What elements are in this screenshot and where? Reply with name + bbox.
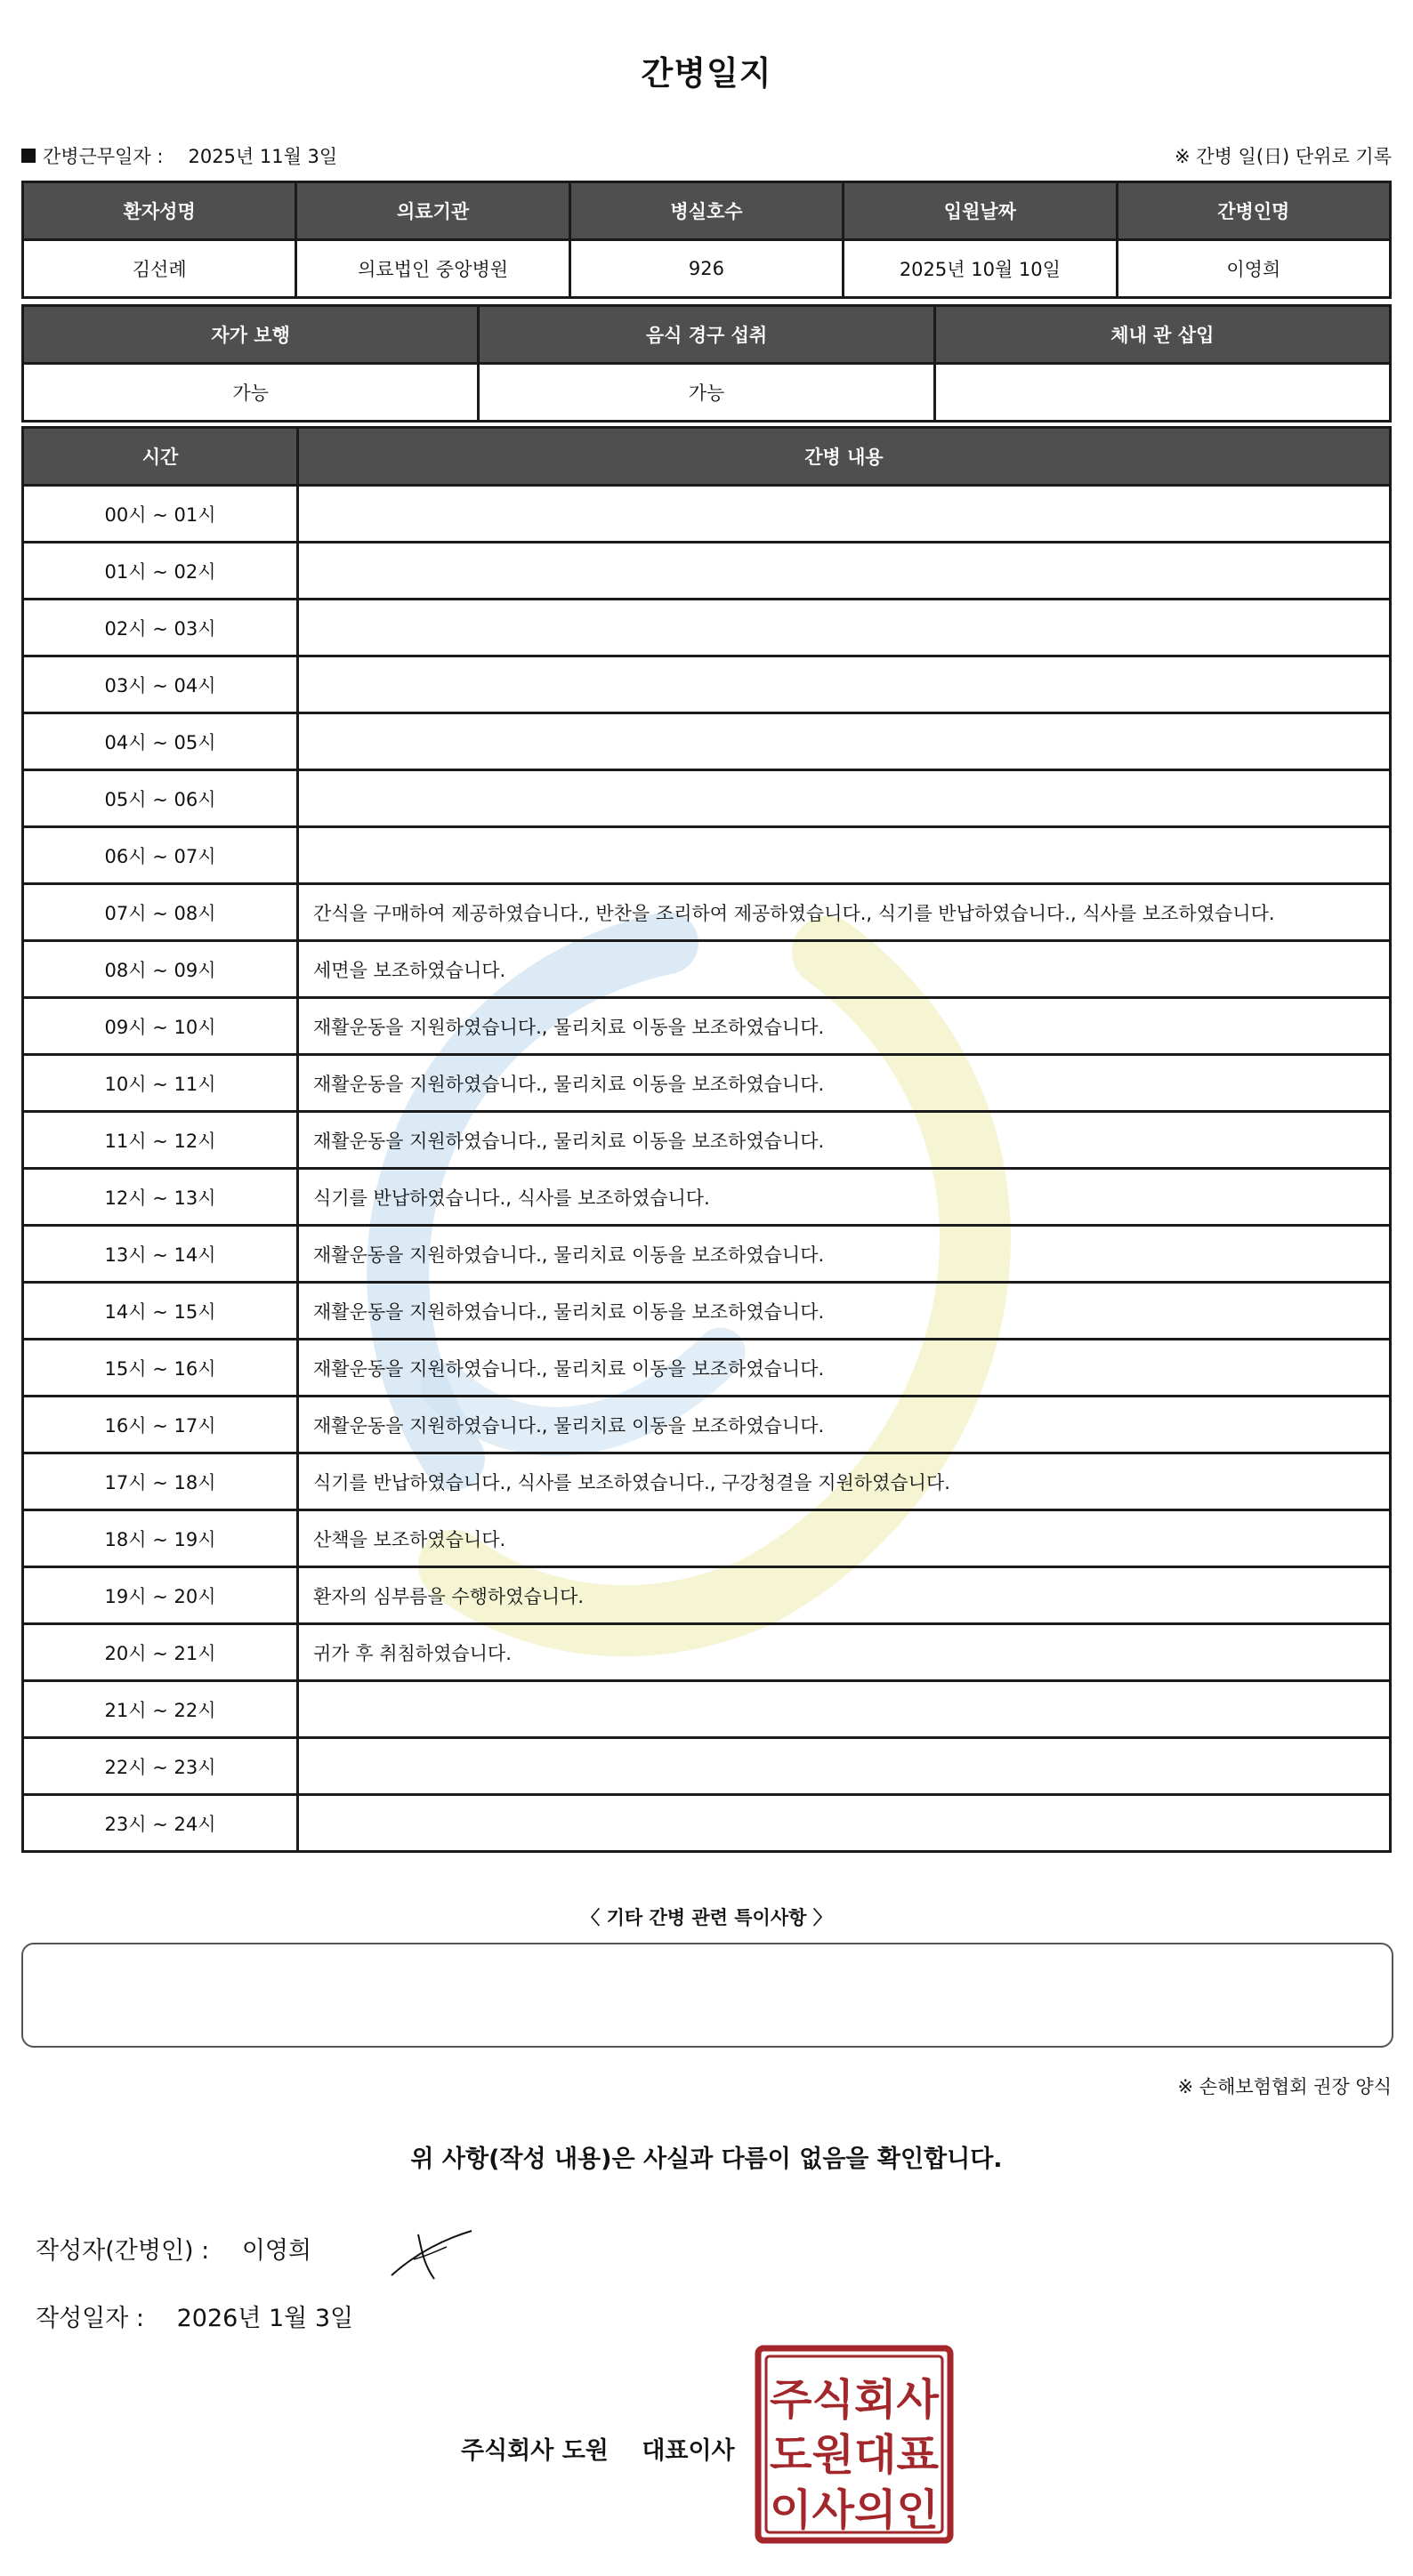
care-log-content bbox=[298, 1738, 1391, 1795]
svg-text:이사의인: 이사의인 bbox=[770, 2485, 939, 2535]
patient-info-table bbox=[21, 181, 1392, 299]
care-log-content: 재활운동을 지원하였습니다., 물리치료 이동을 보조하였습니다. bbox=[298, 1055, 1391, 1112]
care-log-header-row bbox=[23, 428, 1391, 486]
care-log-content bbox=[298, 543, 1391, 600]
room-number: 926 bbox=[569, 240, 843, 298]
tube-insertion-value bbox=[934, 364, 1390, 422]
care-log-row bbox=[23, 1510, 1391, 1567]
care-log-row bbox=[23, 1283, 1391, 1340]
care-log-time: 21시 ~ 22시 bbox=[23, 1681, 298, 1738]
care-log-row bbox=[23, 884, 1391, 941]
status-header-row bbox=[23, 306, 1391, 364]
care-log-time: 15시 ~ 16시 bbox=[23, 1340, 298, 1397]
hospital: 의료법인 중앙병원 bbox=[296, 240, 569, 298]
written-date-line bbox=[36, 2298, 353, 2333]
care-log-row bbox=[23, 1169, 1391, 1226]
header-room-number: 병실호수 bbox=[569, 182, 843, 240]
care-log-content: 재활운동을 지원하였습니다., 물리치료 이동을 보조하였습니다. bbox=[298, 1112, 1391, 1169]
company-line bbox=[461, 2431, 735, 2466]
patient-status-table bbox=[21, 304, 1392, 423]
care-log-content bbox=[298, 1681, 1391, 1738]
status-value-row bbox=[23, 364, 1391, 422]
care-log-row bbox=[23, 1112, 1391, 1169]
care-log-content: 재활운동을 지원하였습니다., 물리치료 이동을 보조하였습니다. bbox=[298, 1226, 1391, 1283]
care-log-row bbox=[23, 770, 1391, 827]
care-log-time: 01시 ~ 02시 bbox=[23, 543, 298, 600]
care-log-content bbox=[298, 770, 1391, 827]
written-date-label: 작성일자 : bbox=[36, 2305, 145, 2332]
care-log-content: 산책을 보조하였습니다. bbox=[298, 1510, 1391, 1567]
company-name: 주식회사 도원 bbox=[461, 2437, 609, 2465]
care-log-time: 06시 ~ 07시 bbox=[23, 827, 298, 884]
care-log-content: 재활운동을 지원하였습니다., 물리치료 이동을 보조하였습니다. bbox=[298, 1397, 1391, 1453]
work-date bbox=[21, 142, 337, 169]
care-log-time: 09시 ~ 10시 bbox=[23, 998, 298, 1055]
care-log-row bbox=[23, 600, 1391, 656]
oral-intake-value: 가능 bbox=[479, 364, 934, 422]
care-log-content: 식기를 반납하였습니다., 식사를 보조하였습니다., 구강청결을 지원하였습니다. bbox=[298, 1453, 1391, 1510]
svg-text:도원대표: 도원대표 bbox=[770, 2430, 940, 2480]
care-log-content bbox=[298, 600, 1391, 656]
company-seal-stamp bbox=[755, 2345, 954, 2544]
work-date-value: 2025년 11월 3일 bbox=[188, 146, 338, 167]
care-log-row bbox=[23, 1226, 1391, 1283]
care-log-time: 22시 ~ 23시 bbox=[23, 1738, 298, 1795]
writer-label: 작성자(간병인) : bbox=[36, 2237, 210, 2265]
care-log-row bbox=[23, 656, 1391, 713]
care-log-row bbox=[23, 998, 1391, 1055]
care-log-content bbox=[298, 1795, 1391, 1852]
care-log-time: 07시 ~ 08시 bbox=[23, 884, 298, 941]
care-log-time: 17시 ~ 18시 bbox=[23, 1453, 298, 1510]
patient-info-header-row bbox=[23, 182, 1391, 240]
header-self-walking: 자가 보행 bbox=[23, 306, 479, 364]
square-bullet-icon bbox=[21, 149, 36, 163]
form-source-note: ※ 손해보험협회 권장 양식 bbox=[1177, 2076, 1392, 2097]
care-log-content: 간식을 구매하여 제공하였습니다., 반찬을 조리하여 제공하였습니다., 식기를 반납하였습니다., 식사를 보조하였습니다. bbox=[298, 884, 1391, 941]
care-log-row bbox=[23, 1681, 1391, 1738]
care-log-time: 23시 ~ 24시 bbox=[23, 1795, 298, 1852]
care-log-content bbox=[298, 827, 1391, 884]
header-admission-date: 입원날짜 bbox=[844, 182, 1117, 240]
svg-text:주식회사: 주식회사 bbox=[770, 2375, 940, 2425]
care-log-content: 재활운동을 지원하였습니다., 물리치료 이동을 보조하였습니다. bbox=[298, 1283, 1391, 1340]
care-log-row bbox=[23, 543, 1391, 600]
care-log-row bbox=[23, 1340, 1391, 1397]
care-log-row bbox=[23, 941, 1391, 998]
care-log-time: 00시 ~ 01시 bbox=[23, 486, 298, 543]
care-log-row bbox=[23, 1624, 1391, 1681]
written-date-value: 2026년 1월 3일 bbox=[176, 2305, 354, 2332]
care-log-content bbox=[298, 486, 1391, 543]
header-oral-intake: 음식 경구 섭취 bbox=[479, 306, 934, 364]
care-log-time: 16시 ~ 17시 bbox=[23, 1397, 298, 1453]
care-log-row bbox=[23, 1453, 1391, 1510]
page-title: 간병일지 bbox=[641, 54, 772, 93]
self-walking-value: 가능 bbox=[23, 364, 479, 422]
care-log-time: 05시 ~ 06시 bbox=[23, 770, 298, 827]
care-log-row bbox=[23, 713, 1391, 770]
header-time: 시간 bbox=[23, 428, 298, 486]
care-log-body bbox=[23, 486, 1391, 1852]
header-hospital: 의료기관 bbox=[296, 182, 569, 240]
care-log-time: 13시 ~ 14시 bbox=[23, 1226, 298, 1283]
care-log-row bbox=[23, 1567, 1391, 1624]
care-log-time: 18시 ~ 19시 bbox=[23, 1510, 298, 1567]
care-log-time: 12시 ~ 13시 bbox=[23, 1169, 298, 1226]
care-log-table bbox=[21, 426, 1392, 1853]
care-log-row bbox=[23, 1795, 1391, 1852]
care-log-time: 04시 ~ 05시 bbox=[23, 713, 298, 770]
care-log-content bbox=[298, 656, 1391, 713]
care-log-content: 환자의 심부름을 수행하였습니다. bbox=[298, 1567, 1391, 1624]
header-patient-name: 환자성명 bbox=[23, 182, 296, 240]
writer-line bbox=[36, 2231, 311, 2266]
remarks-title: 〈 기타 간병 관련 특이사항 〉 bbox=[581, 1907, 832, 1928]
care-log-time: 10시 ~ 11시 bbox=[23, 1055, 298, 1112]
care-log-content bbox=[298, 713, 1391, 770]
care-log-content: 식기를 반납하였습니다., 식사를 보조하였습니다. bbox=[298, 1169, 1391, 1226]
care-log-content: 귀가 후 취침하였습니다. bbox=[298, 1624, 1391, 1681]
care-log-time: 20시 ~ 21시 bbox=[23, 1624, 298, 1681]
header-care-content: 간병 내용 bbox=[298, 428, 1391, 486]
caregiver-name: 이영희 bbox=[1117, 240, 1390, 298]
care-log-row bbox=[23, 1055, 1391, 1112]
confirmation-statement: 위 사항(작성 내용)은 사실과 다름이 없음을 확인합니다. bbox=[410, 2145, 1003, 2173]
care-log-time: 03시 ~ 04시 bbox=[23, 656, 298, 713]
header-tube-insertion: 체내 관 삽입 bbox=[934, 306, 1390, 364]
remarks-box bbox=[21, 1943, 1393, 2048]
care-log-row bbox=[23, 1738, 1391, 1795]
care-log-time: 02시 ~ 03시 bbox=[23, 600, 298, 656]
care-log-content: 재활운동을 지원하였습니다., 물리치료 이동을 보조하였습니다. bbox=[298, 998, 1391, 1055]
care-log-time: 11시 ~ 12시 bbox=[23, 1112, 298, 1169]
care-log-time: 08시 ~ 09시 bbox=[23, 941, 298, 998]
header-caregiver-name: 간병인명 bbox=[1117, 182, 1390, 240]
care-log-row bbox=[23, 827, 1391, 884]
care-log-content: 재활운동을 지원하였습니다., 물리치료 이동을 보조하였습니다. bbox=[298, 1340, 1391, 1397]
patient-name: 김선례 bbox=[23, 240, 296, 298]
patient-info-value-row bbox=[23, 240, 1391, 298]
work-date-label: 간병근무일자 : bbox=[43, 146, 164, 167]
care-log-time: 19시 ~ 20시 bbox=[23, 1567, 298, 1624]
writer-name: 이영희 bbox=[241, 2237, 312, 2265]
care-log-row bbox=[23, 1397, 1391, 1453]
signature-mark bbox=[383, 2224, 480, 2286]
record-unit-note: ※ 간병 일(日) 단위로 기록 bbox=[1175, 146, 1392, 167]
admission-date: 2025년 10월 10일 bbox=[844, 240, 1117, 298]
care-log-content: 세면을 보조하였습니다. bbox=[298, 941, 1391, 998]
care-log-row bbox=[23, 486, 1391, 543]
care-log-time: 14시 ~ 15시 bbox=[23, 1283, 298, 1340]
company-title: 대표이사 bbox=[642, 2437, 735, 2465]
